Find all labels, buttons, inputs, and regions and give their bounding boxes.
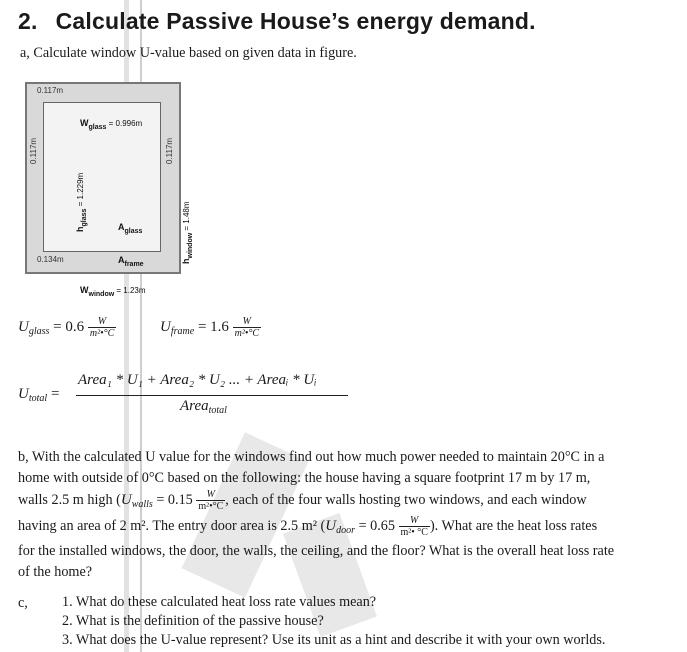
window-height-label: $h_{window} = 1.48m$: [181, 201, 194, 264]
glass-height-label: $h_{glass} = 1.229m$: [75, 172, 88, 232]
part-b-line: home with outside of 0°C based on the following: the house having a square footprint 17 m by 17 m,: [18, 470, 591, 486]
window-figure: [25, 82, 194, 300]
u-frame-unit: $\frac{W}{\text{m²•°C}}$: [234, 316, 260, 339]
list-item: 3. What does the U-value represent? Use its unit as a hint and describe it with your own worlds.: [62, 632, 606, 648]
section-title: Calculate Passive House’s energy demand.: [55, 8, 536, 34]
u-total-fraction-bar: [76, 395, 348, 396]
u-glass-formula: $U_{glass} = 0.6$ $\frac{W}{\text{m²•°C}}$: [18, 316, 115, 339]
u-glass-unit: $\frac{W}{\text{m²•°C}}$: [89, 316, 115, 339]
part-a-prompt: a, Calculate window U-value based on given data in figure.: [20, 45, 357, 61]
part-b-line: of the home?: [18, 563, 93, 580]
u-walls-unit: $\frac{W}{\text{m²•°C}}$: [198, 489, 224, 512]
page-title: [18, 8, 536, 35]
glass-width-label: $W_{glass} = 0.996m$: [80, 118, 143, 131]
u-door-unit: $\frac{W}{\text{m²• °C}}$: [400, 514, 428, 538]
part-b-line: having an area of 2 m². The entry door area is 2.5 m² ($U_{door} = 0.65$ $\frac{W}{\text{m²• °C}}$ ). What are the heat loss rates: [18, 514, 598, 538]
list-item: 1. What do these calculated heat loss rate values mean?: [62, 594, 377, 610]
glass-area-label: $A_{glass}$: [118, 222, 143, 235]
frame-area-label: $A_{frame}$: [118, 255, 144, 268]
u-total-numerator: Area₁ * U₁ + Area₂ * U₂ ... + Areaᵢ * Uᵢ: [78, 372, 317, 388]
frame-bottom-dimension: 0.134m: [37, 255, 64, 264]
u-frame-formula: $U_{frame} = 1.6$ $\frac{W}{\text{m²•°C}}$: [160, 316, 260, 339]
part-b-line: for the installed windows, the door, the walls, the ceiling, and the floor? What is the overall heat loss rate: [18, 542, 615, 559]
u-total-denominator: Area$_{total}$: [180, 398, 227, 416]
part-b-text: [18, 447, 683, 583]
part-c-questions: [62, 593, 605, 650]
part-c-label: c,: [18, 595, 28, 611]
section-number: 2.: [18, 8, 38, 34]
frame-left-dimension: 0.117m: [29, 137, 38, 164]
part-b-line: b, With the calculated U value for the windows find out how much power needed to maintain 20°C in a: [18, 449, 605, 465]
list-item: 2. What is the definition of the passive house?: [62, 613, 324, 629]
frame-top-dimension: 0.117m: [37, 86, 64, 95]
u-total-lhs: $U_{total}$ =: [18, 386, 60, 404]
window-width-label: $W_{window} = 1.23m$: [80, 285, 146, 298]
part-b-line: walls 2.5 m high ($U_{walls} = 0.15$ $\frac{W}{\text{m²•°C}}$ , each of the four walls hosting two windows, and each window: [18, 489, 587, 512]
frame-right-dimension: 0.117m: [165, 137, 174, 164]
